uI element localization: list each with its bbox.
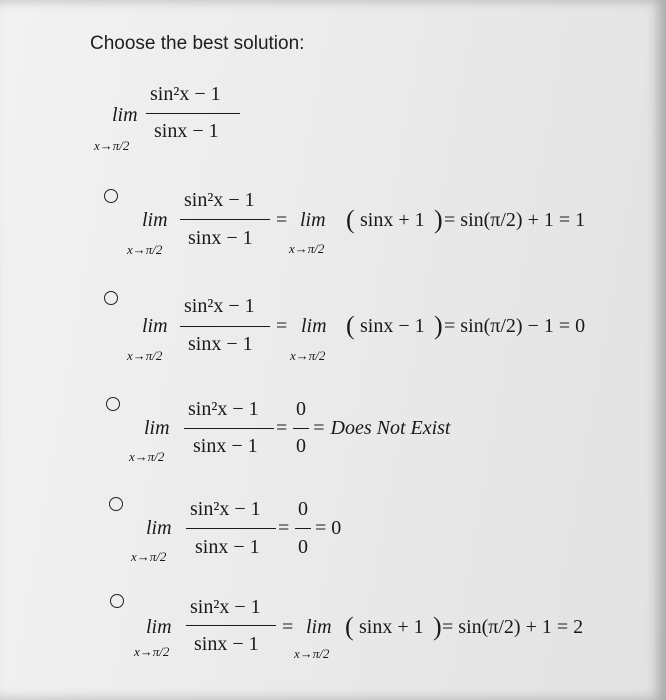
fraction-numerator: sin²x − 1 [190, 498, 261, 520]
parenthesized-term-text: sinx − 1 [360, 315, 425, 337]
radio-button[interactable] [106, 397, 120, 411]
limit-subscript: x→π/2 [134, 644, 170, 659]
equals-sign: = [282, 616, 294, 638]
radio-button[interactable] [109, 497, 123, 511]
limit-operator: lim [112, 104, 138, 126]
result-text: = sin(π/2) − 1 = 0 [444, 315, 586, 337]
limit-subscript: x→π/2 [129, 449, 165, 464]
limit-operator: lim [142, 315, 168, 337]
equals-sign: = [276, 417, 288, 439]
limit-subscript-2: x→π/2 [290, 348, 326, 363]
zero-numerator: 0 [296, 398, 306, 420]
radio-button[interactable] [110, 594, 124, 608]
fraction-bar [186, 528, 276, 529]
zero-fraction-bar [293, 428, 309, 429]
limit-operator-2: lim [300, 209, 326, 231]
fraction-bar [184, 428, 274, 429]
fraction-numerator: sin²x − 1 [184, 295, 255, 317]
parenthesized-term-text: sinx + 1 [360, 209, 425, 231]
limit-operator: lim [146, 616, 172, 638]
fraction-numerator: sin²x − 1 [150, 83, 221, 105]
limit-subscript: x→π/2 [131, 549, 167, 564]
fraction-bar [186, 625, 276, 626]
zero-denominator: 0 [296, 435, 306, 457]
result-text: = 0 [315, 517, 342, 539]
limit-subscript: x→π/2 [94, 138, 130, 153]
limit-subscript-2: x→π/2 [289, 241, 325, 256]
limit-operator: lim [144, 417, 170, 439]
zero-numerator: 0 [298, 498, 308, 520]
result-text: = sin(π/2) + 1 = 1 [444, 209, 586, 231]
fraction-denominator: sinx − 1 [188, 333, 253, 355]
fraction-denominator: sinx − 1 [188, 227, 253, 249]
result-text: = Does Not Exist [312, 417, 451, 439]
limit-subscript: x→π/2 [127, 348, 163, 363]
fraction-bar [146, 113, 240, 114]
fraction-numerator: sin²x − 1 [190, 596, 261, 618]
limit-operator-2: lim [301, 315, 327, 337]
fraction-denominator: sinx − 1 [154, 120, 219, 142]
fraction-denominator: sinx − 1 [194, 633, 259, 655]
fraction-numerator: sin²x − 1 [188, 398, 259, 420]
zero-fraction-bar [295, 528, 311, 529]
fraction-denominator: sinx − 1 [195, 536, 260, 558]
limit-subscript-2: x→π/2 [294, 646, 330, 661]
fraction-numerator: sin²x − 1 [184, 189, 255, 211]
limit-subscript: x→π/2 [127, 242, 163, 257]
limit-operator-2: lim [306, 616, 332, 638]
result-text: = sin(π/2) + 1 = 2 [442, 616, 584, 638]
equals-sign: = [276, 209, 288, 231]
fraction-bar [180, 219, 270, 220]
question-prompt: Choose the best solution: [90, 33, 305, 54]
parenthesized-term-text: sinx + 1 [359, 616, 424, 638]
equals-sign: = [278, 517, 290, 539]
zero-denominator: 0 [298, 536, 308, 558]
equals-sign: = [276, 315, 288, 337]
limit-operator: lim [146, 517, 172, 539]
radio-button[interactable] [104, 189, 118, 203]
fraction-bar [180, 326, 270, 327]
limit-operator: lim [142, 209, 168, 231]
radio-button[interactable] [104, 291, 118, 305]
fraction-denominator: sinx − 1 [193, 435, 258, 457]
